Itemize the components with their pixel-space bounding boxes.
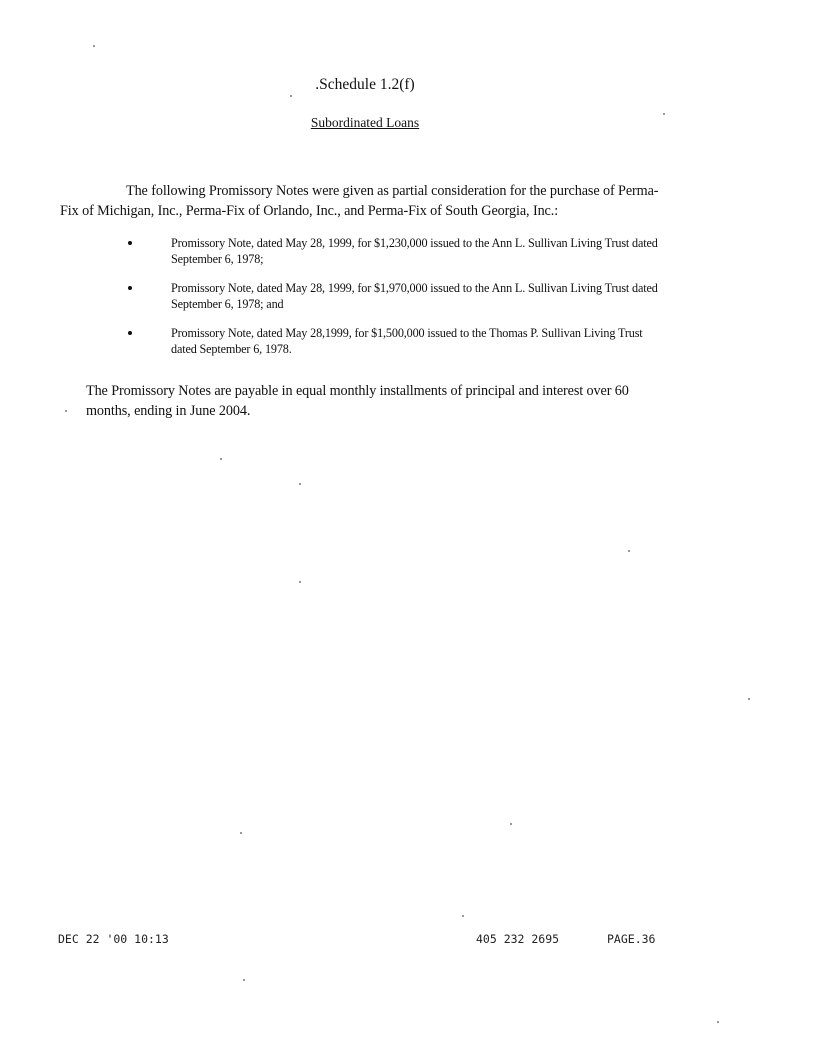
list-item: [126, 281, 666, 312]
fax-page-number: PAGE.36: [607, 932, 656, 946]
schedule-subtitle: Subordinated Loans: [310, 115, 420, 130]
scan-speck: [748, 698, 750, 700]
scan-speck: [462, 915, 464, 917]
scan-speck: [93, 45, 95, 47]
list-item: [126, 236, 666, 267]
promissory-notes-list: [126, 236, 666, 371]
scan-speck: [220, 458, 222, 460]
bullet-icon: [128, 241, 132, 245]
scan-speck: [717, 1021, 719, 1023]
scan-speck: [510, 823, 512, 825]
scan-speck: [240, 832, 242, 834]
scan-speck: [290, 95, 292, 97]
intro-paragraph: The following Promissory Notes were given as partial consideration for the purchase of Perma-Fix of Michigan, Inc., Perma-Fix of Orlando, Inc., and Perma-Fix of South Georgia, Inc.:: [60, 183, 659, 219]
scan-speck: [65, 410, 67, 412]
scan-speck: [299, 483, 301, 485]
list-item: [126, 326, 666, 357]
schedule-title: .Schedule 1.2(f): [315, 76, 415, 93]
scan-speck: [628, 550, 630, 552]
scan-speck: [243, 979, 245, 981]
bullet-icon: [128, 286, 132, 290]
note-text: Promissory Note, dated May 28, 1999, for $1,970,000 issued to the Ann L. Sullivan Living Trust dated September 6, 1978; and: [171, 281, 658, 311]
fax-phone-number: 405 232 2695: [476, 932, 560, 946]
note-text: Promissory Note, dated May 28, 1999, for $1,230,000 issued to the Ann L. Sullivan Living Trust dated September 6, 1978;: [171, 236, 658, 266]
bullet-icon: [128, 331, 132, 335]
scan-speck: [299, 581, 301, 583]
fax-timestamp: DEC 22 '00 10:13: [58, 932, 169, 946]
note-text: Promissory Note, dated May 28,1999, for $1,500,000 issued to the Thomas P. Sullivan Living Trust dated September 6, 1978.: [171, 326, 643, 356]
closing-paragraph: The Promissory Notes are payable in equal monthly installments of principal and interest over 60 months, ending in June 2004.: [86, 383, 629, 419]
scan-speck: [663, 113, 665, 115]
